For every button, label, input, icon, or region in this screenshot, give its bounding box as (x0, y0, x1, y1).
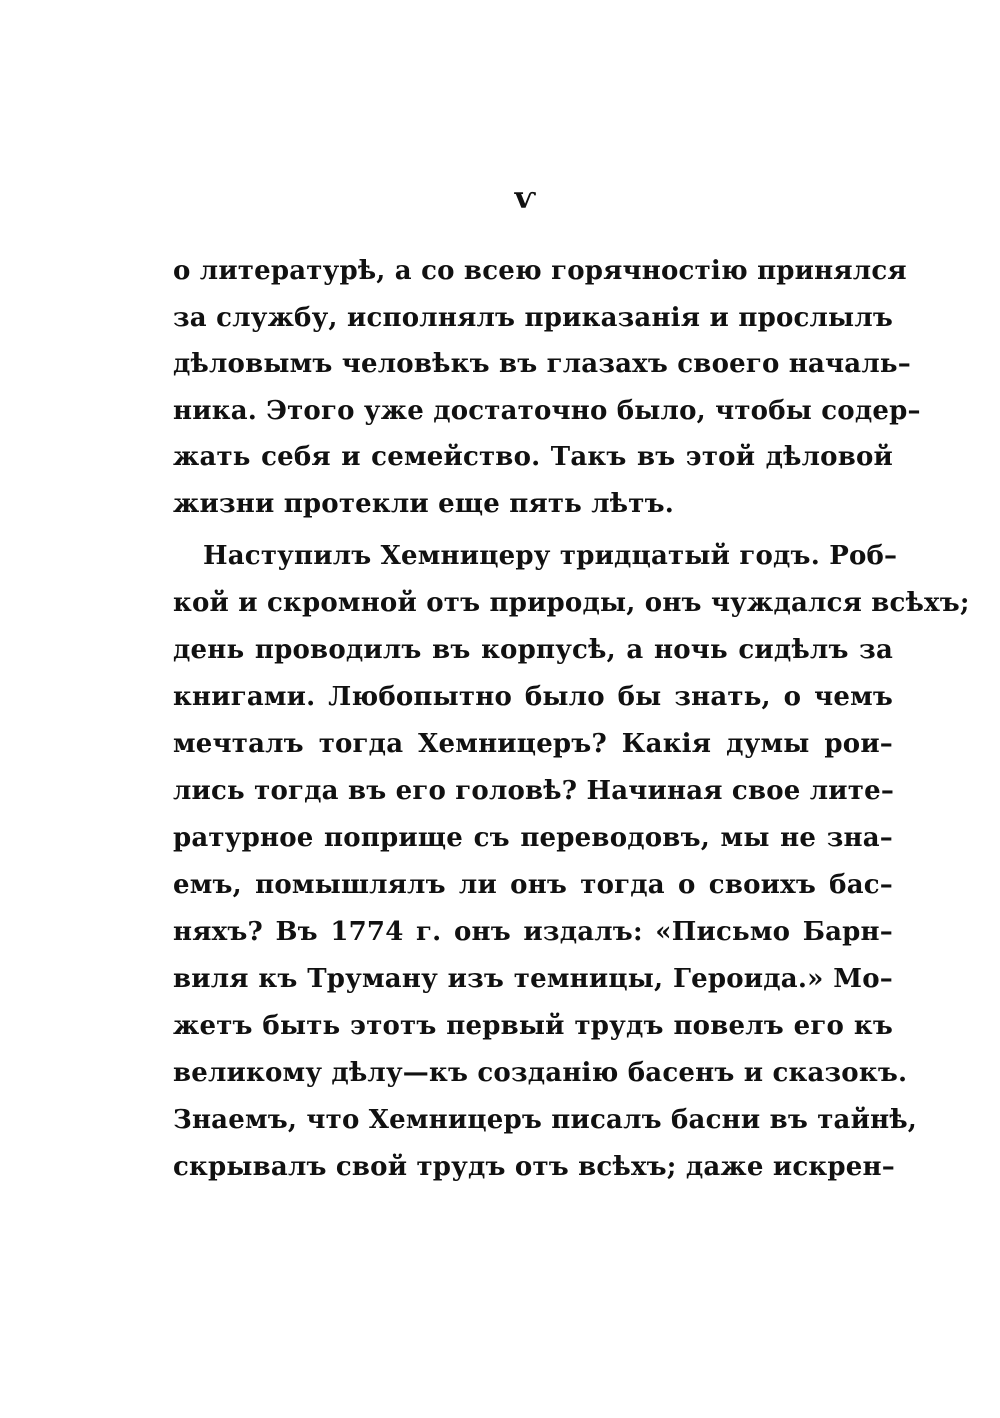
text-line: за службу, исполнялъ приказанія и прослылъ (173, 302, 893, 333)
text-line: жизни протекли еще пять лѣтъ. (173, 488, 674, 519)
text-line: день проводилъ въ корпусѣ, а ночь сидѣлъ за (173, 635, 893, 665)
text-line: мечталъ тогда Хемницеръ? Какія думы рои– (173, 729, 893, 759)
text-line: книгами. Любопытно было бы знать, о чемъ (173, 682, 893, 712)
page-body (173, 248, 970, 1191)
text-line: Наступилъ Хемницеру тридцатый годъ. Роб– (203, 541, 898, 571)
text-line: великому дѣлу—къ созданію басенъ и сказокъ. (173, 1058, 908, 1088)
text-line: о литературѣ, а со всею горячностію принялся (173, 256, 907, 286)
text-line: няхъ? Въ 1774 г. онъ издалъ: «Письмо Барн– (173, 917, 893, 947)
text-line: емъ, помышлялъ ли онъ тогда о своихъ бас– (173, 870, 893, 900)
text-line: ратурное поприще съ переводовъ, мы не зна– (173, 823, 893, 853)
text-line: жать себя и семейство. Такъ въ этой дѣловой (173, 442, 893, 472)
text-line: скрывалъ свой трудъ отъ всѣхъ; даже искрен– (173, 1152, 895, 1182)
text-line: жетъ быть этотъ первый трудъ повелъ его къ (173, 1011, 893, 1041)
text-line: виля къ Труману изъ темницы, Героида.» Мо– (173, 964, 893, 994)
text-line: лись тогда въ его головѣ? Начиная свое лите– (173, 776, 895, 806)
text-line: кой и скромной отъ природы, онъ чуждался всѣхъ; (173, 588, 970, 618)
text-line: ника. Этого уже достаточно было, чтобы содер– (173, 395, 921, 426)
page-number: ѵ (513, 181, 537, 216)
paragraph-2 (173, 533, 970, 1191)
text-line: Знаемъ, что Хемницеръ писалъ басни въ тайнѣ, (173, 1105, 918, 1135)
paragraph-1 (173, 248, 921, 527)
text-line: дѣловымъ человѣкъ въ глазахъ своего началь– (173, 349, 911, 379)
